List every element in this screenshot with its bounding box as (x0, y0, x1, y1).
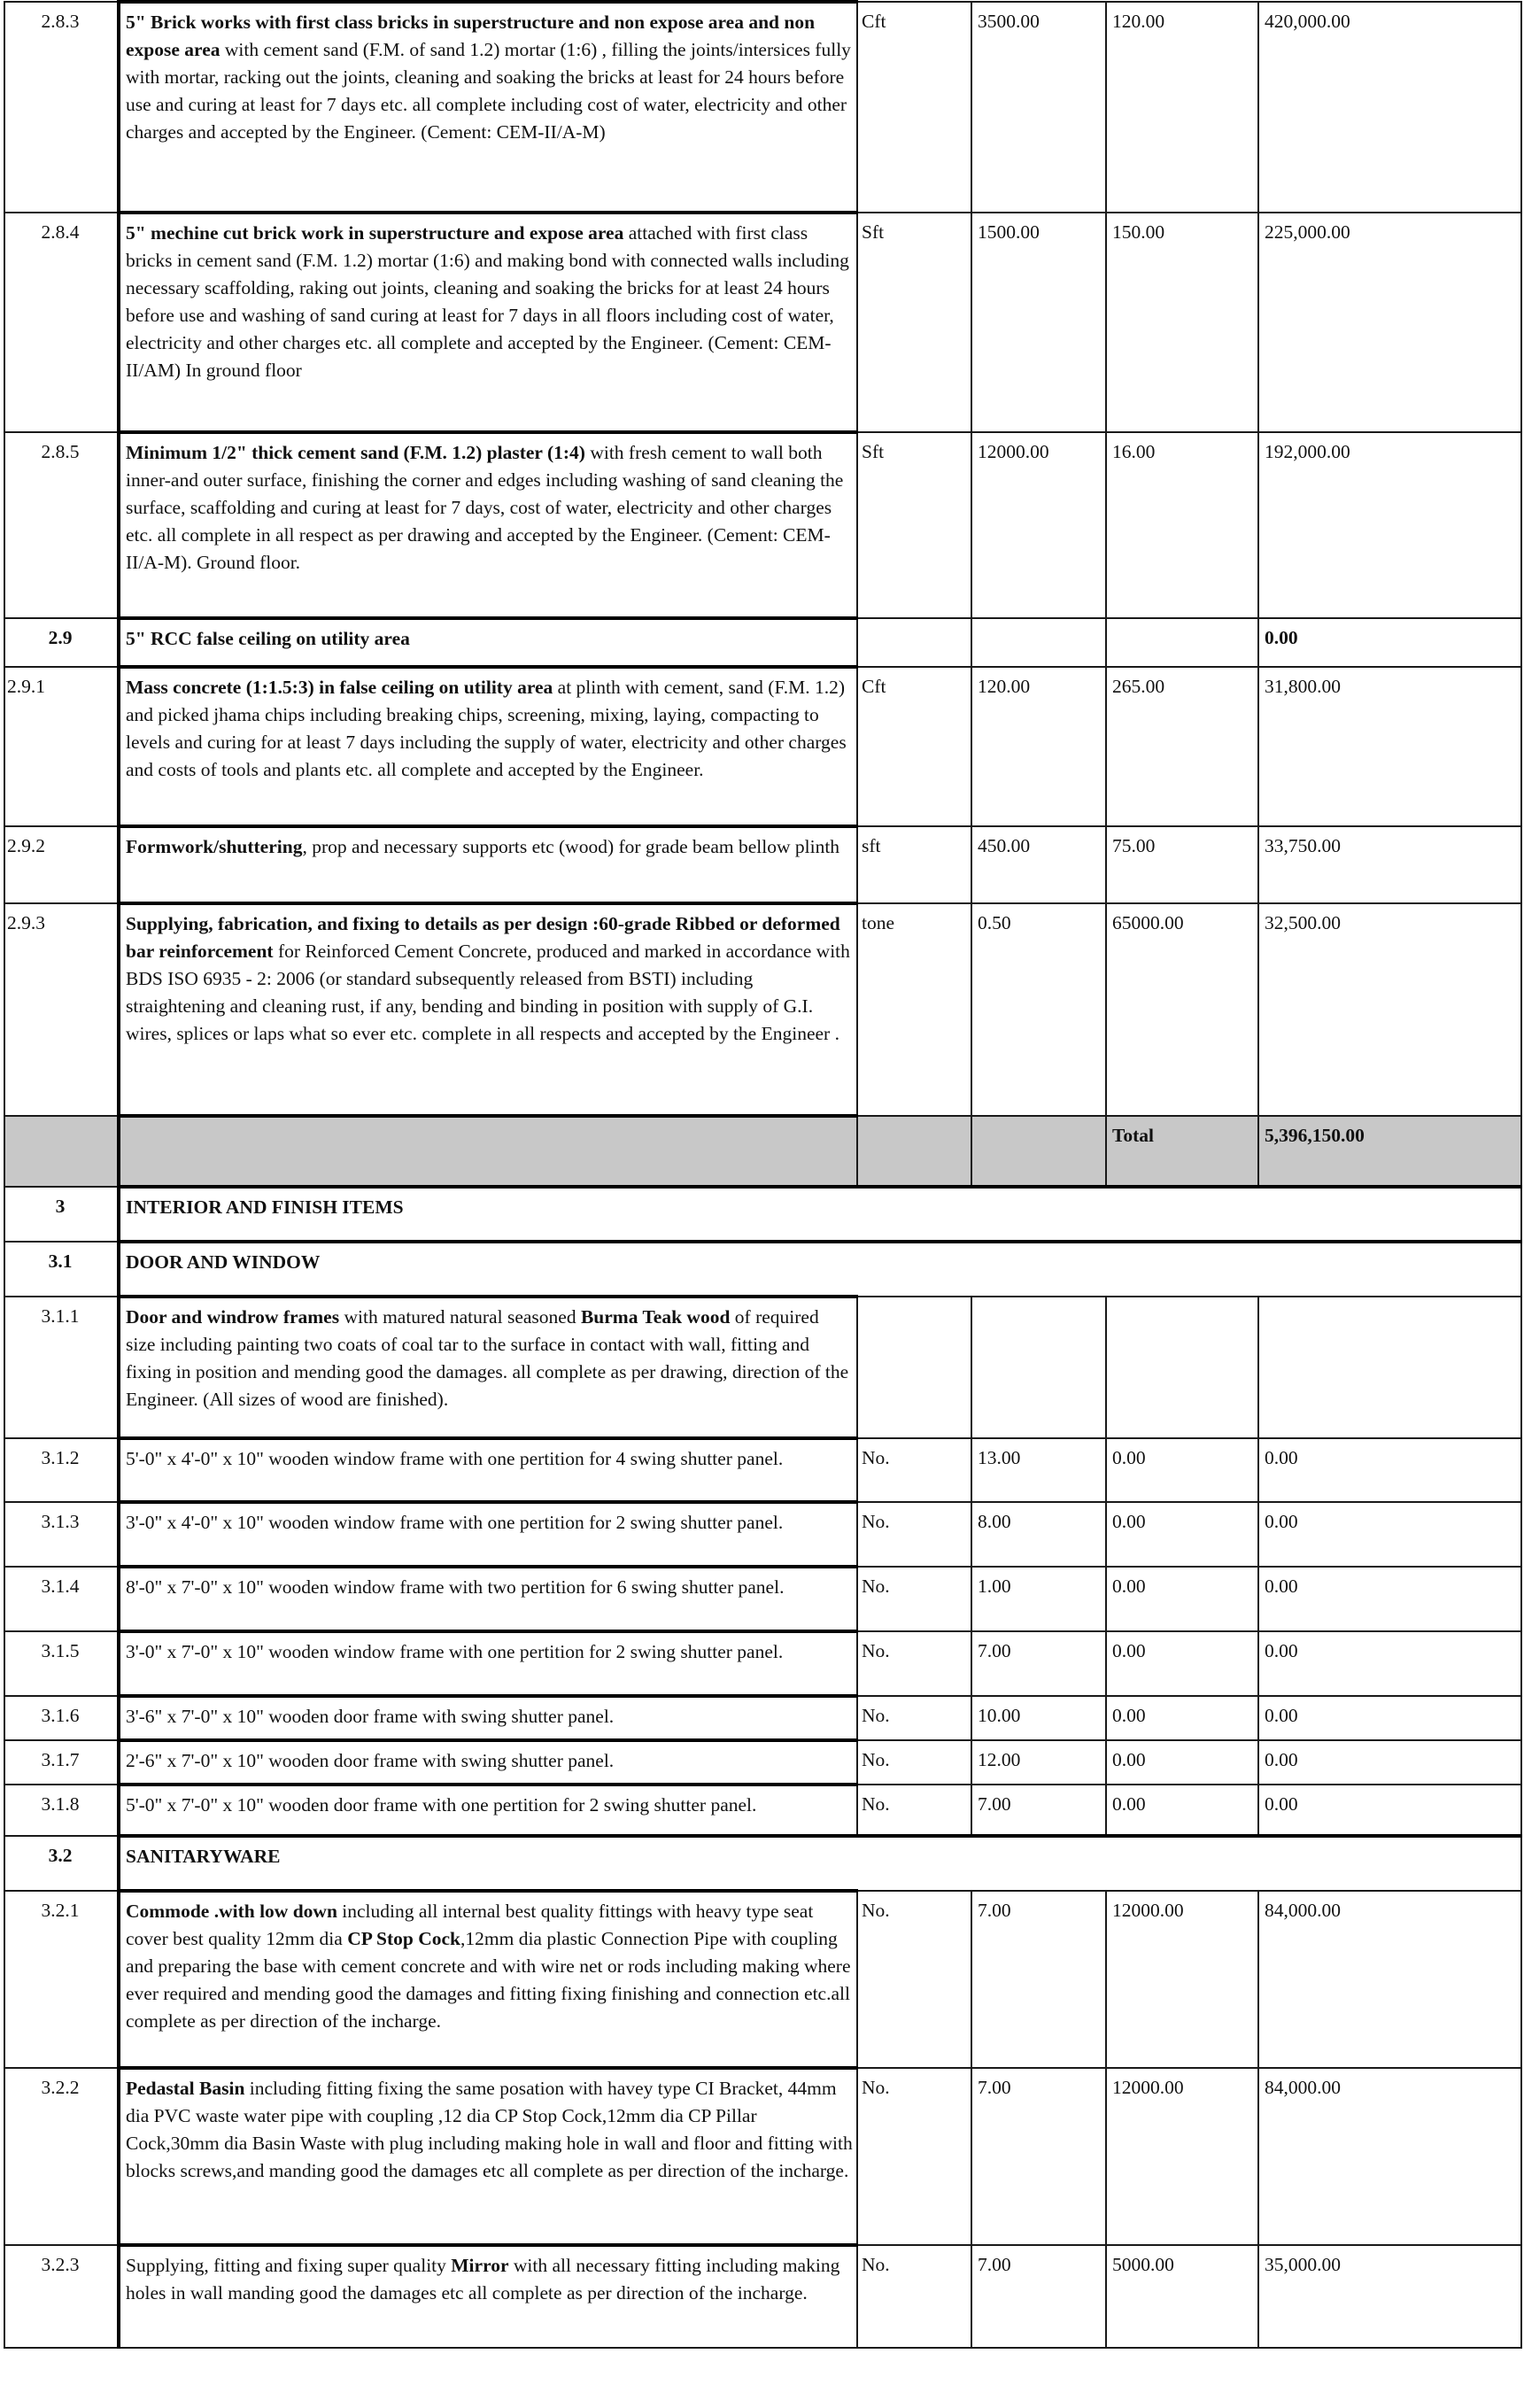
quantity-cell: 7.00 (971, 2245, 1106, 2348)
rate-cell: 5000.00 (1106, 2245, 1258, 2348)
description-bold-text: Mass concrete (1:1.5:3) in false ceiling on utility area (126, 677, 553, 698)
description-text: 2'-6" x 7'-0" x 10" wooden door frame with swing shutter panel. (126, 1750, 615, 1771)
description-bold-text: Commode .with low down (126, 1901, 337, 1922)
description-text: Supplying, fitting and fixing super quality (126, 2255, 452, 2276)
description-cell (119, 1631, 857, 1696)
boq-body (4, 2, 1521, 2348)
rate-cell: 16.00 (1106, 432, 1258, 618)
unit-cell: No. (857, 1740, 971, 1785)
rate-cell: Total (1106, 1116, 1258, 1187)
amount-cell: 420,000.00 (1258, 2, 1521, 213)
item-no-cell: 3.1.3 (4, 1502, 119, 1567)
item-no-cell: 2.9.3 (4, 903, 119, 1116)
amount-cell: 84,000.00 (1258, 2068, 1521, 2245)
amount-cell: 33,750.00 (1258, 826, 1521, 903)
table-row (4, 1785, 1521, 1836)
description-bold-text: CP Stop Cock (347, 1928, 461, 1949)
quantity-cell: 120.00 (971, 667, 1106, 826)
item-no-cell: 3.1.2 (4, 1438, 119, 1502)
rate-cell (1106, 1297, 1258, 1438)
description-cell (119, 213, 857, 432)
rate-cell: 120.00 (1106, 2, 1258, 213)
description-cell (119, 826, 857, 903)
description-text: 3'-6" x 7'-0" x 10" wooden door frame with swing shutter panel. (126, 1706, 615, 1727)
description-cell (119, 1502, 857, 1567)
table-row (4, 903, 1521, 1116)
unit-cell: No. (857, 1891, 971, 2068)
total-row (4, 1116, 1521, 1187)
amount-cell: 0.00 (1258, 618, 1521, 667)
rate-cell: 0.00 (1106, 1502, 1258, 1567)
amount-cell: 84,000.00 (1258, 1891, 1521, 2068)
unit-cell: Sft (857, 432, 971, 618)
description-cell (119, 1891, 857, 2068)
description-cell (119, 1438, 857, 1502)
description-text: with all necessary fitting including making holes in wall manding good the damages etc all complete as per direction of the incharge. (126, 2255, 840, 2303)
quantity-cell: 13.00 (971, 1438, 1106, 1502)
rate-cell: 0.00 (1106, 1785, 1258, 1836)
amount-cell: 32,500.00 (1258, 903, 1521, 1116)
description-text: ,12mm dia plastic Connection Pipe with coupling and preparing the base with cement concrete and with wire net or rods including making where ever required and mending good the damages and fitting fixing finishing and connection etc.all complete as per direction of the incharge. (126, 1928, 851, 2032)
description-cell (119, 667, 857, 826)
rate-cell: 12000.00 (1106, 1891, 1258, 2068)
quantity-cell: 0.50 (971, 903, 1106, 1116)
rate-cell: 0.00 (1106, 1438, 1258, 1502)
rate-cell (1106, 618, 1258, 667)
description-cell (119, 1696, 857, 1740)
description-cell (119, 432, 857, 618)
table-row (4, 1502, 1521, 1567)
item-no-cell: 2.8.3 (4, 2, 119, 213)
description-text: with matured natural seasoned (339, 1306, 581, 1328)
item-no-cell: 3.1.8 (4, 1785, 119, 1836)
description-bold-text: Supplying, fabrication, and fixing to details as per design :60-grade Ribbed or deformed bar reinforcement (126, 913, 840, 962)
quantity-cell: 7.00 (971, 1785, 1106, 1836)
item-no-cell: 3.2.1 (4, 1891, 119, 2068)
description-cell (119, 1116, 857, 1187)
description-bold-text: SANITARYWARE (126, 1846, 281, 1867)
quantity-cell: 12000.00 (971, 432, 1106, 618)
item-no-cell: 3.1.1 (4, 1297, 119, 1438)
description-cell (119, 618, 857, 667)
section-row (4, 1836, 1521, 1891)
section-row (4, 618, 1521, 667)
rate-cell: 0.00 (1106, 1740, 1258, 1785)
description-cell (119, 2245, 857, 2348)
description-bold-text: 5" RCC false ceiling on utility area (126, 628, 410, 649)
description-text: 3'-0" x 4'-0" x 10" wooden window frame with one pertition for 2 swing shutter panel. (126, 1512, 784, 1533)
item-no-cell: 2.9.2 (4, 826, 119, 903)
item-no-cell: 3.2.3 (4, 2245, 119, 2348)
description-bold-text: Door and windrow frames (126, 1306, 340, 1328)
unit-cell: No. (857, 1631, 971, 1696)
table-row (4, 2, 1521, 213)
section-row (4, 1187, 1521, 1242)
table-row (4, 2245, 1521, 2348)
amount-cell: 0.00 (1258, 1631, 1521, 1696)
unit-cell: No. (857, 1502, 971, 1567)
description-text: at plinth with cement, sand (F.M. 1.2) and picked jhama chips including breaking chips, screening, mixing, laying, compacting to levels and curing for at least 7 days including the supply of water, electricity and other charges and costs of tools and plants etc. all complete and accepted by the Engineer. (126, 677, 847, 780)
amount-cell: 0.00 (1258, 1785, 1521, 1836)
amount-cell: 31,800.00 (1258, 667, 1521, 826)
rate-cell: 12000.00 (1106, 2068, 1258, 2245)
item-no-cell: 3.1.6 (4, 1696, 119, 1740)
amount-cell: 35,000.00 (1258, 2245, 1521, 2348)
quantity-cell: 1.00 (971, 1567, 1106, 1631)
description-text: 8'-0" x 7'-0" x 10" wooden window frame with two pertition for 6 swing shutter panel. (126, 1576, 785, 1598)
item-no-cell: 3.1.5 (4, 1631, 119, 1696)
amount-cell: 0.00 (1258, 1740, 1521, 1785)
description-cell (119, 2068, 857, 2245)
description-cell (119, 1836, 1521, 1891)
description-text: of required size including painting two coats of coal tar to the surface in contact with wall, fitting and fixing in position and mending good the damages. all complete as per drawing, direction of the Engineer. (All sizes of wood are finished). (126, 1306, 849, 1410)
quantity-cell: 8.00 (971, 1502, 1106, 1567)
description-cell (119, 1785, 857, 1836)
amount-cell: 0.00 (1258, 1438, 1521, 1502)
quantity-cell (971, 1297, 1106, 1438)
description-cell (119, 1187, 1521, 1242)
amount-cell: 225,000.00 (1258, 213, 1521, 432)
table-row (4, 1567, 1521, 1631)
quantity-cell: 7.00 (971, 1631, 1106, 1696)
table-row (4, 1438, 1521, 1502)
description-cell (119, 903, 857, 1116)
description-text: 3'-0" x 7'-0" x 10" wooden window frame with one pertition for 2 swing shutter panel. (126, 1641, 784, 1662)
item-no-cell: 3 (4, 1187, 119, 1242)
section-row (4, 1242, 1521, 1297)
quantity-cell: 7.00 (971, 1891, 1106, 2068)
description-cell (119, 1567, 857, 1631)
table-row (4, 2068, 1521, 2245)
description-bold-text: 5" mechine cut brick work in superstructure and expose area (126, 222, 624, 244)
quantity-cell: 1500.00 (971, 213, 1106, 432)
amount-cell (1258, 1297, 1521, 1438)
unit-cell: sft (857, 826, 971, 903)
description-cell (119, 1242, 1521, 1297)
quantity-cell (971, 618, 1106, 667)
rate-cell: 75.00 (1106, 826, 1258, 903)
amount-cell: 0.00 (1258, 1502, 1521, 1567)
item-no-cell: 3.2.2 (4, 2068, 119, 2245)
amount-cell: 0.00 (1258, 1696, 1521, 1740)
description-text: with fresh cement to wall both inner-and outer surface, finishing the corner and edges including washing of sand cleaning the surface, scaffolding and curing at least for 7 days, cost of water, electricity and other charges etc. all complete in all respect as per drawing and accepted by the Engineer. (Cement: CEM-II/A-M). Ground floor. (126, 442, 844, 573)
unit-cell (857, 1297, 971, 1438)
quantity-cell (971, 1116, 1106, 1187)
description-bold-text: Burma Teak wood (580, 1306, 731, 1328)
quantity-cell: 3500.00 (971, 2, 1106, 213)
rate-cell: 65000.00 (1106, 903, 1258, 1116)
description-cell (119, 1740, 857, 1785)
rate-cell: 150.00 (1106, 213, 1258, 432)
unit-cell: Cft (857, 2, 971, 213)
description-bold-text: DOOR AND WINDOW (126, 1251, 321, 1273)
rate-cell: 0.00 (1106, 1696, 1258, 1740)
description-bold-text: Mirror (451, 2255, 509, 2276)
item-no-cell: 3.1 (4, 1242, 119, 1297)
amount-cell: 0.00 (1258, 1567, 1521, 1631)
description-text: including fitting fixing the same posation with havey type CI Bracket, 44mm dia PVC waste water pipe with coupling ,12 dia CP Stop Cock,12mm dia CP Pillar Cock,30mm dia Basin Waste with plug including making hole in wall and floor and fitting with blocks screws,and manding good the damages etc all complete as per direction of the incharge. (126, 2078, 853, 2181)
item-no-cell: 2.9.1 (4, 667, 119, 826)
description-bold-text: Formwork/shuttering (126, 836, 303, 857)
table-row (4, 1631, 1521, 1696)
table-row (4, 1891, 1521, 2068)
description-text: attached with first class bricks in cement sand (F.M. 1.2) mortar (1:6) and making bond with connected walls including necessary scaffolding, raking out joints, cleaning and soaking the bricks for at least 24 hours before use and washing of sand curing at least for 7 days in all floors including cost of water, electricity and other charges etc. all complete and accepted by the Engineer. (Cement: CEM-II/AM) In ground floor (126, 222, 849, 381)
unit-cell (857, 618, 971, 667)
unit-cell: tone (857, 903, 971, 1116)
item-no-cell: 2.8.5 (4, 432, 119, 618)
quantity-cell: 450.00 (971, 826, 1106, 903)
description-text: for Reinforced Cement Concrete, produced and marked in accordance with BDS ISO 6935 - 2: 2006 (or standard subsequently released from BSTI) including straightening and cleaning rust, if any, bending and binding in position with supply of G.I. wires, splices or laps what so ever etc. complete in all respects and accepted by the Engineer . (126, 941, 850, 1044)
quantity-cell: 10.00 (971, 1696, 1106, 1740)
rate-cell: 265.00 (1106, 667, 1258, 826)
description-text: 5'-0" x 7'-0" x 10" wooden door frame with one pertition for 2 swing shutter panel. (126, 1794, 757, 1816)
table-row (4, 826, 1521, 903)
quantity-cell: 7.00 (971, 2068, 1106, 2245)
description-text: , prop and necessary supports etc (wood) for grade beam bellow plinth (302, 836, 840, 857)
description-bold-text: 5" Brick works with first class bricks in superstructure and non expose area and non expose area (126, 12, 816, 60)
description-text: including all internal best quality fittings with heavy type seat cover best quality 12mm dia (126, 1901, 814, 1949)
item-no-cell: 3.1.7 (4, 1740, 119, 1785)
item-no-cell: 2.8.4 (4, 213, 119, 432)
amount-cell: 192,000.00 (1258, 432, 1521, 618)
unit-cell: No. (857, 1567, 971, 1631)
description-bold-text: Minimum 1/2" thick cement sand (F.M. 1.2) plaster (1:4) (126, 442, 585, 463)
table-row (4, 667, 1521, 826)
unit-cell: No. (857, 1438, 971, 1502)
item-no-cell: 3.2 (4, 1836, 119, 1891)
boq-table (4, 0, 1522, 2349)
item-no-cell: 3.1.4 (4, 1567, 119, 1631)
description-text: with cement sand (F.M. of sand 1.2) mortar (1:6) , filling the joints/intersices fully with mortar, racking out the joints, cleaning and soaking the bricks at least for 24 hours before use and curing at least for 7 days etc. all complete including cost of water, electricity and other charges and accepted by the Engineer. (Cement: CEM-II/A-M) (126, 39, 851, 143)
rate-cell: 0.00 (1106, 1631, 1258, 1696)
quantity-cell: 12.00 (971, 1740, 1106, 1785)
item-no-cell: 2.9 (4, 618, 119, 667)
unit-cell: No. (857, 1696, 971, 1740)
description-bold-text: INTERIOR AND FINISH ITEMS (126, 1196, 404, 1218)
table-row (4, 213, 1521, 432)
unit-cell: Sft (857, 213, 971, 432)
amount-cell: 5,396,150.00 (1258, 1116, 1521, 1187)
table-row (4, 432, 1521, 618)
item-no-cell (4, 1116, 119, 1187)
unit-cell: No. (857, 2068, 971, 2245)
unit-cell: No. (857, 1785, 971, 1836)
table-row (4, 1696, 1521, 1740)
description-cell (119, 2, 857, 213)
unit-cell: Cft (857, 667, 971, 826)
table-row (4, 1740, 1521, 1785)
unit-cell (857, 1116, 971, 1187)
table-row (4, 1297, 1521, 1438)
description-cell (119, 1297, 857, 1438)
unit-cell: No. (857, 2245, 971, 2348)
rate-cell: 0.00 (1106, 1567, 1258, 1631)
description-bold-text: Pedastal Basin (126, 2078, 245, 2099)
description-text: 5'-0" x 4'-0" x 10" wooden window frame with one pertition for 4 swing shutter panel. (126, 1448, 784, 1469)
